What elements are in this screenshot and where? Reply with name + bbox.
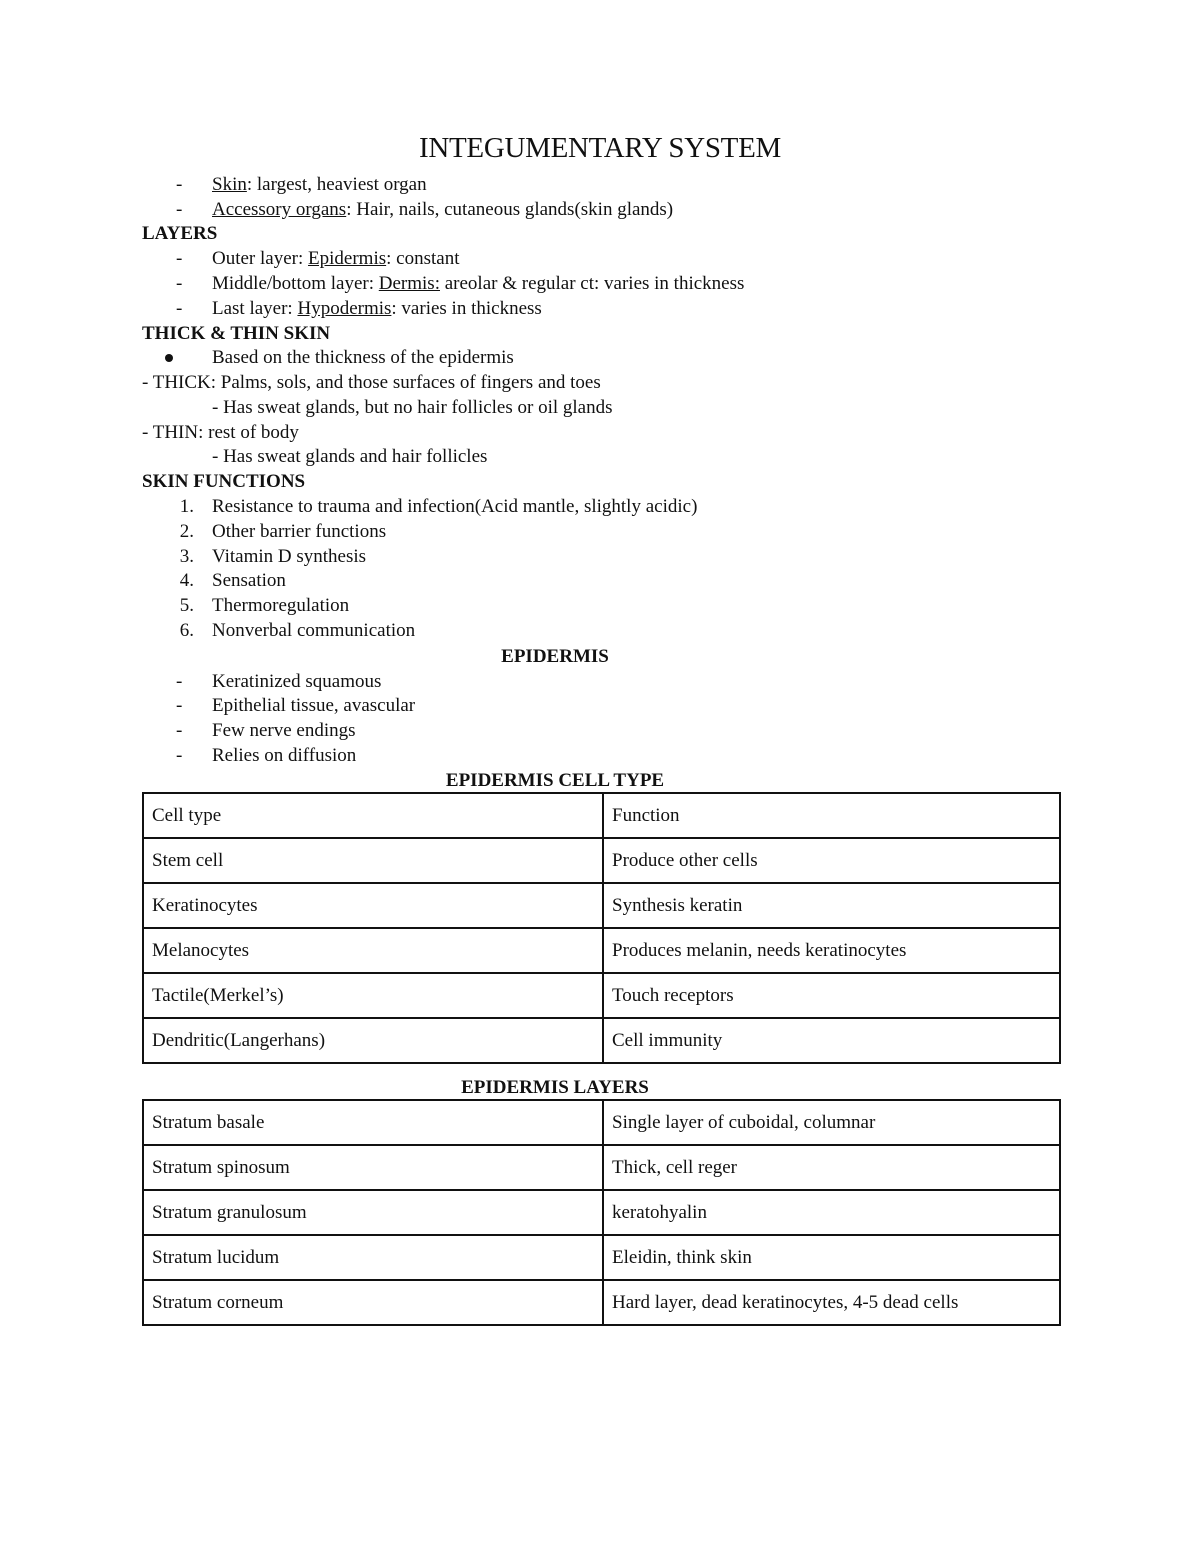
table-cell: Produces melanin, needs keratinocytes — [603, 928, 1060, 973]
table-cell: Cell type — [143, 793, 603, 838]
table-row — [143, 1100, 1060, 1145]
table-row — [143, 973, 1060, 1018]
function-text: Nonverbal communication — [212, 620, 416, 641]
table-cell: keratohyalin — [603, 1190, 1060, 1235]
layer-label: Middle/bottom layer: — [212, 273, 379, 294]
table-row — [143, 1190, 1060, 1235]
table-cell: Synthesis keratin — [603, 883, 1060, 928]
intro-text — [212, 198, 673, 222]
dash-marker: - — [176, 745, 183, 766]
dash-marker: - — [176, 671, 183, 692]
term-underlined: Skin — [212, 174, 247, 195]
term-underlined: Dermis: — [378, 273, 440, 294]
epidermis-text: Relies on diffusion — [212, 745, 357, 766]
table-row — [143, 883, 1060, 928]
epidermis-text: Keratinized squamous — [212, 671, 382, 692]
function-text: Vitamin D synthesis — [212, 546, 367, 567]
term-underlined: Epidermis — [308, 248, 387, 269]
epidermis-layers-table-heading: EPIDERMIS LAYERS — [461, 1077, 649, 1098]
bullet-text: Based on the thickness of the epidermis — [212, 347, 514, 368]
dash-marker: - — [176, 273, 183, 294]
term-underlined: Accessory organs — [212, 199, 347, 220]
term-description: : Hair, nails, cutaneous glands(skin glands) — [346, 199, 674, 220]
dash-marker: - — [176, 298, 183, 319]
table-cell: Produce other cells — [603, 838, 1060, 883]
term-description: : constant — [386, 248, 460, 269]
table-cell: Stratum spinosum — [143, 1145, 603, 1190]
thick-skin-line: - THICK: Palms, sols, and those surfaces of fingers and toes — [142, 372, 601, 393]
table-cell: Stratum corneum — [143, 1280, 603, 1325]
table-cell: Thick, cell reger — [603, 1145, 1060, 1190]
table-row — [143, 838, 1060, 883]
term-description: : varies in thickness — [391, 298, 542, 319]
list-number: 5. — [179, 595, 194, 616]
function-text: Thermoregulation — [212, 595, 350, 616]
table-cell: Hard layer, dead keratinocytes, 4-5 dead cells — [603, 1280, 1060, 1325]
section-heading-functions: SKIN FUNCTIONS — [142, 471, 306, 492]
table-cell: Stratum basale — [143, 1100, 603, 1145]
layer-label: Last layer: — [212, 298, 298, 319]
table-cell: Melanocytes — [143, 928, 603, 973]
list-number: 4. — [179, 570, 194, 591]
term-underlined: Hypodermis — [297, 298, 392, 319]
section-heading-layers: LAYERS — [142, 223, 218, 244]
dash-marker: - — [176, 199, 183, 220]
dash-marker: - — [176, 695, 183, 716]
dash-marker: - — [176, 720, 183, 741]
bullet-dot-icon — [165, 354, 173, 362]
list-number: 1. — [179, 496, 194, 517]
table-row — [143, 1018, 1060, 1063]
intro-text — [212, 173, 427, 197]
table-row — [143, 793, 1060, 838]
thin-skin-subline: - Has sweat glands and hair follicles — [212, 446, 488, 467]
layer-text — [212, 297, 542, 321]
table-row — [143, 1145, 1060, 1190]
table-row — [143, 1280, 1060, 1325]
table-cell: Dendritic(Langerhans) — [143, 1018, 603, 1063]
dash-marker: - — [176, 248, 183, 269]
thin-skin-line: - THIN: rest of body — [142, 422, 299, 443]
cell-type-table — [142, 792, 1061, 1064]
epidermis-text: Few nerve endings — [212, 720, 356, 741]
term-description: areolar & regular ct: varies in thickness — [439, 273, 745, 294]
table-cell: Function — [603, 793, 1060, 838]
term-description: : largest, heaviest organ — [246, 174, 427, 195]
function-text: Sensation — [212, 570, 286, 591]
list-number: 6. — [179, 620, 194, 641]
table-cell: Stratum lucidum — [143, 1235, 603, 1280]
function-text: Other barrier functions — [212, 521, 387, 542]
function-text: Resistance to trauma and infection(Acid mantle, slightly acidic) — [212, 496, 698, 517]
dash-marker: - — [176, 174, 183, 195]
table-cell: Single layer of cuboidal, columnar — [603, 1100, 1060, 1145]
table-cell: Stratum granulosum — [143, 1190, 603, 1235]
cell-type-table-heading: EPIDERMIS CELL TYPE — [445, 770, 665, 791]
thick-skin-subline: - Has sweat glands, but no hair follicles or oil glands — [212, 397, 613, 418]
layer-text — [212, 247, 459, 271]
section-heading-epidermis: EPIDERMIS — [501, 646, 609, 667]
page-title: INTEGUMENTARY SYSTEM — [419, 132, 781, 164]
epidermis-text: Epithelial tissue, avascular — [212, 695, 416, 716]
list-number: 3. — [179, 546, 194, 567]
epidermis-layers-table — [142, 1099, 1061, 1326]
layer-text — [212, 272, 744, 296]
table-cell: Cell immunity — [603, 1018, 1060, 1063]
table-cell: Keratinocytes — [143, 883, 603, 928]
table-row — [143, 1235, 1060, 1280]
table-cell: Stem cell — [143, 838, 603, 883]
table-row — [143, 928, 1060, 973]
section-heading-skin: THICK & THIN SKIN — [142, 323, 331, 344]
table-cell: Touch receptors — [603, 973, 1060, 1018]
table-cell: Tactile(Merkel’s) — [143, 973, 603, 1018]
list-number: 2. — [179, 521, 194, 542]
table-cell: Eleidin, think skin — [603, 1235, 1060, 1280]
layer-label: Outer layer: — [212, 248, 309, 269]
